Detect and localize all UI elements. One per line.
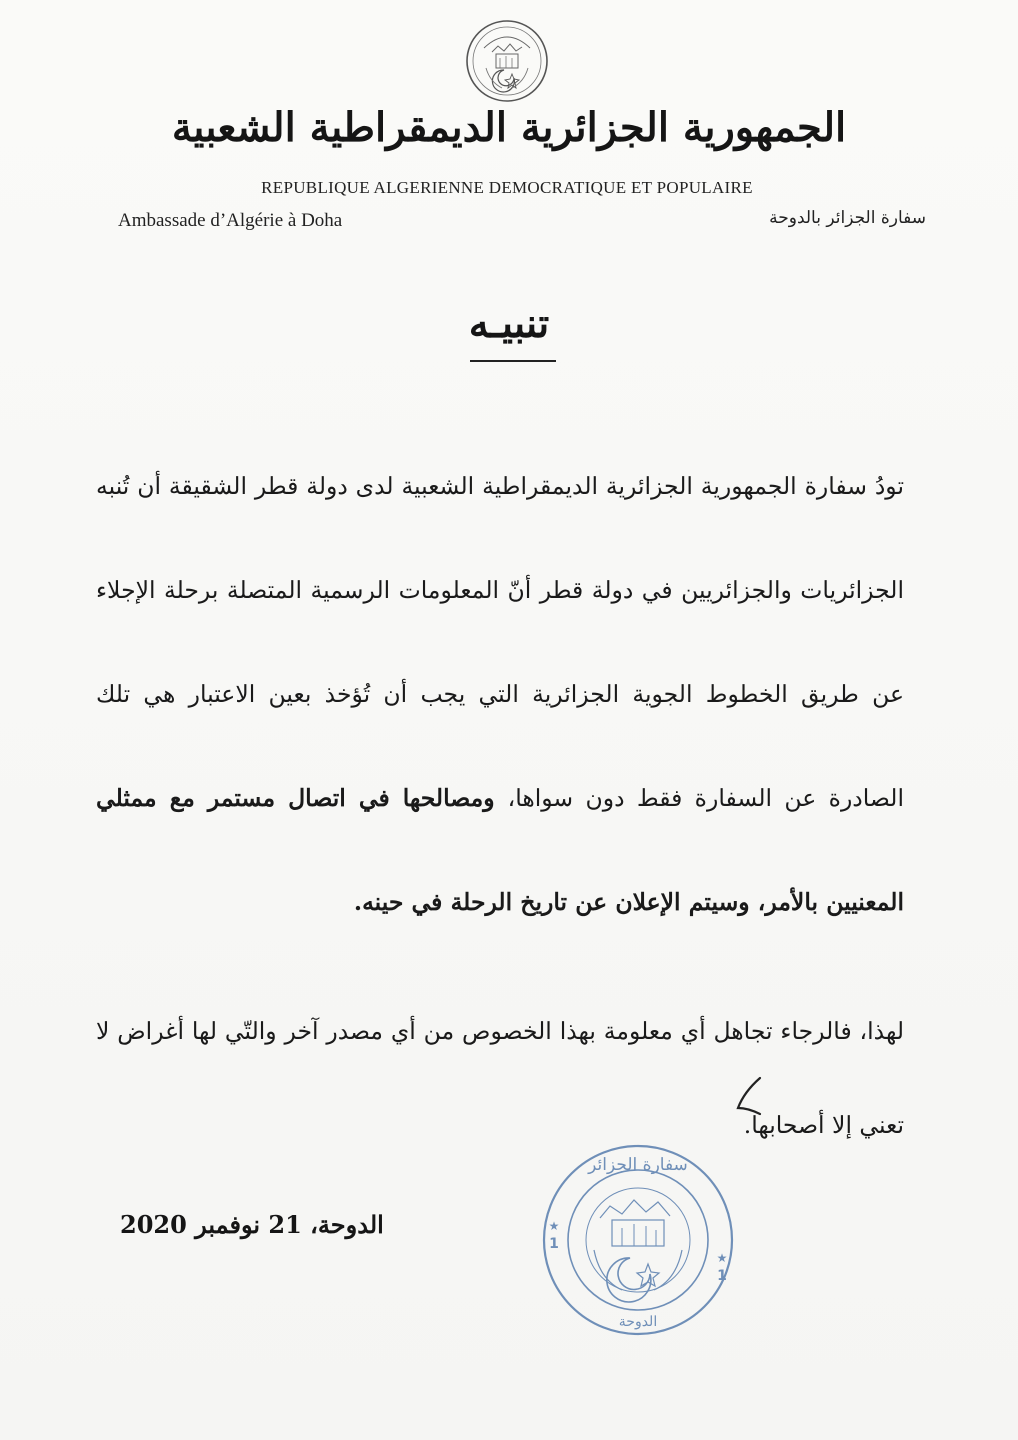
notice-title-underline [470,360,556,362]
stamp-star-right-icon: ★ [716,1251,728,1265]
handwritten-tick-mark [730,1074,766,1120]
notice-body-paragraph [96,434,904,954]
embassy-stamp-seal-icon [538,1140,738,1340]
document-date: الدوحة، 21 نوفمبر 2020 [120,1210,384,1239]
body-text-regular: تودُ سفارة الجمهورية الجزائرية الديمقراطية الشعبية لدى دولة قطر الشقيقة أن تُنبه الجزائريات والجزائريين في دولة قطر أنّ المعلومات الرسمية المتصلة برحلة الإجلاء عن طريق الخطوط الجوية الجزائرية التي يجب أن تُؤخذ بعين الاعتبار هي تلك الصادرة عن السفارة فقط دون سواها، [96,472,904,812]
national-emblem-seal-icon [464,18,550,104]
stamp-number-left: 1 [549,1236,559,1252]
stamp-number-right: 1 [717,1268,727,1284]
body-text-bold: ومصالحها في اتصال مستمر مع ممثلي المعنيين بالأمر، وسيتم الإعلان عن تاريخ الرحلة في حينه. [96,784,904,916]
header-french-title: REPUBLIQUE ALGERIENNE DEMOCRATIQUE ET POPULAIRE [261,178,753,197]
header-arabic-title: الجمهورية الجزائرية الديمقراطية الشعبية [171,104,847,151]
notice-title: تنبيـه [468,300,550,347]
stamp-bottom-text: الدوحة [618,1314,658,1330]
embassy-name-arabic: سفارة الجزائر بالدوحة [769,208,926,228]
embassy-name-french: Ambassade d’Algérie à Doha [118,210,343,231]
stamp-top-text: سفارة الجزائر [588,1155,688,1175]
closing-paragraph: لهذا، فالرجاء تجاهل أي معلومة بهذا الخصوص من أي مصدر آخر والتّي لها أغراض لا تعني إلا أصحابها. [96,1017,904,1139]
stamp-star-left-icon: ★ [548,1219,560,1233]
